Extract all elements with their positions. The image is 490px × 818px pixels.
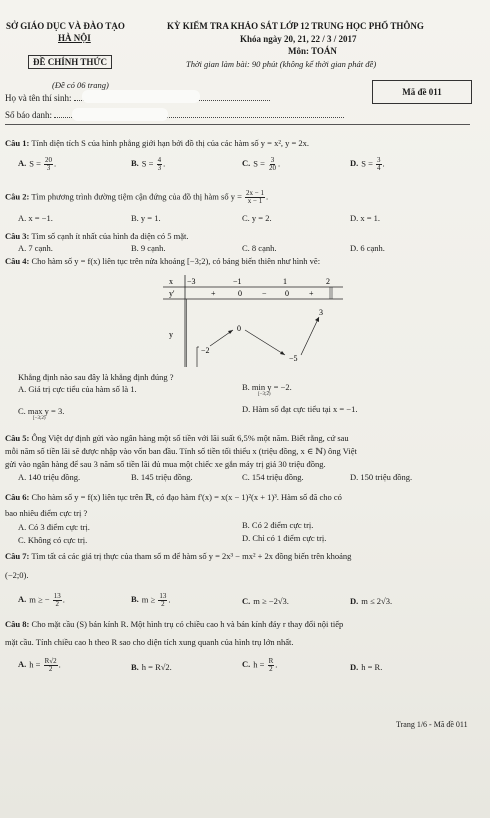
question-7: Câu 7: Tìm tất cả các giá trị thực của tham số m để hàm số y = 2x³ − mx² + 2x đồng biến trên khoảng xyxy=(5,551,352,561)
table-y-val: 0 xyxy=(237,324,241,333)
q5-option-a[interactable]: A. 140 triệu đồng. xyxy=(18,472,81,482)
official-badge: ĐỀ CHÍNH THỨC xyxy=(28,55,112,69)
question-6: Câu 6: Cho hàm số y = f(x) liên tục trên ℝ, có đạo hàm f'(x) = x(x − 1)²(x + 1)³. Hàm số đã cho có xyxy=(5,492,342,502)
exam-code-box xyxy=(372,80,472,104)
question-5-line-3: gửi vào ngân hàng để sau 3 năm số tiền lãi đủ mua một chiếc xe gắn máy trị giá 30 triệu đồng. xyxy=(5,459,326,469)
q8-option-a[interactable]: A. h = $\frac{R√2}{2}$ . xyxy=(18,657,61,673)
department-name: SỞ GIÁO DỤC VÀ ĐÀO TẠO xyxy=(6,21,125,31)
table-x-val: −3 xyxy=(187,277,196,286)
arrow-down xyxy=(245,330,285,355)
table-sign: + xyxy=(211,289,216,298)
q4-c-subscript: [−3;2) xyxy=(33,416,46,421)
q6-option-b[interactable]: B. Có 2 điểm cực trị. xyxy=(242,520,314,530)
question-2: Câu 2: Tìm phương trình đường tiệm cận đứng của đồ thị hàm số y = $\frac{2x - 1}{x - 1}$ . xyxy=(5,189,269,205)
table-sign: + xyxy=(309,289,314,298)
q3-option-a[interactable]: A. 7 cạnh. xyxy=(18,243,53,253)
candidate-id-label: Số báo danh: xyxy=(5,110,52,120)
q8-option-d[interactable]: D. h = R. xyxy=(350,662,383,672)
redaction-id xyxy=(72,108,168,121)
q4-prompt: Khẳng định nào sau đây là khẳng định đúng ? xyxy=(18,372,174,382)
q4-option-b[interactable]: B. min y = −2. xyxy=(242,382,292,392)
header-divider xyxy=(5,124,470,125)
q1-option-b[interactable]: B. S = $\frac{4}{3}$ . xyxy=(131,156,166,172)
question-3: Câu 3: Tìm số cạnh ít nhất của hình đa diện có 5 mặt. xyxy=(5,231,189,241)
q7-option-b[interactable]: B. m ≥ $\frac{13}{2}$ . xyxy=(131,592,171,608)
exam-subject: Môn: TOÁN xyxy=(288,46,337,56)
table-y-val: 3 xyxy=(319,308,323,317)
table-y-val: −2 xyxy=(201,346,210,355)
question-7-line-2: (−2;0). xyxy=(5,570,29,580)
question-1: Câu 1: Tính diện tích S của hình phẳng giới hạn bởi đồ thị của các hàm số y = x², y = 2x. xyxy=(5,138,310,148)
q3-option-d[interactable]: D. 6 cạnh. xyxy=(350,243,385,253)
q4-b-subscript: [−3;2) xyxy=(258,392,271,397)
table-x-val: −1 xyxy=(233,277,242,286)
q4-option-c[interactable]: C. max y = 3. xyxy=(18,406,65,416)
q1-option-a[interactable]: A. S = $\frac{20}{3}$ . xyxy=(18,156,57,172)
table-y-label: y xyxy=(169,330,173,339)
question-6-line-2: bao nhiêu điểm cực trị ? xyxy=(5,508,88,518)
arrow-up-2 xyxy=(301,317,319,355)
question-4: Câu 4: Cho hàm số y = f(x) liên tục trên nửa khoảng [−3;2), có bảng biến thiên như hình vẽ: xyxy=(5,256,321,266)
q6-option-c[interactable]: C. Không có cực trị. xyxy=(18,535,88,545)
q1-option-c[interactable]: C. S = $\frac{3}{20}$ . xyxy=(242,156,281,172)
exam-date: Khóa ngày 20, 21, 22 / 3 / 2017 xyxy=(240,34,357,44)
table-x-val: 1 xyxy=(283,277,287,286)
q2-option-c[interactable]: C. y = 2. xyxy=(242,213,272,223)
candidate-name-label: Họ và tên thí sinh: xyxy=(5,93,72,103)
q3-option-c[interactable]: C. 8 cạnh. xyxy=(242,243,277,253)
q5-option-c[interactable]: C. 154 triệu đồng. xyxy=(242,472,304,482)
q7-option-a[interactable]: A. m ≥ − $\frac{13}{2}$ . xyxy=(18,592,65,608)
table-x-label: x xyxy=(169,277,173,286)
q2-option-b[interactable]: B. y = 1. xyxy=(131,213,161,223)
q8-option-b[interactable]: B. h = R√2. xyxy=(131,662,172,672)
q5-option-b[interactable]: B. 145 triệu đồng. xyxy=(131,472,193,482)
candidate-id-row xyxy=(5,110,344,120)
q7-option-c[interactable]: C. m ≥ −2√3. xyxy=(242,596,289,606)
q6-option-a[interactable]: A. Có 3 điểm cực trị. xyxy=(18,522,90,532)
q7-option-d[interactable]: D. m ≤ 2√3. xyxy=(350,596,393,606)
question-5: Câu 5: Ông Việt dự định gửi vào ngân hàng một số tiền với lãi suất 6,5% một năm. Biết rằng, cứ sau xyxy=(5,433,349,443)
table-sign: 0 xyxy=(238,289,242,298)
variation-table xyxy=(163,275,343,367)
table-yprime-label: y' xyxy=(169,289,175,298)
table-sign: 0 xyxy=(285,289,289,298)
q4-option-d[interactable]: D. Hàm số đạt cực tiểu tại x = −1. xyxy=(242,404,358,414)
q5-option-d[interactable]: D. 150 triệu đồng. xyxy=(350,472,413,482)
department-city: HÀ NỘI xyxy=(58,33,91,43)
table-y-val: −5 xyxy=(289,354,298,363)
exam-title: KỲ KIỂM TRA KHẢO SÁT LỚP 12 TRUNG HỌC PHỔ THÔNG xyxy=(167,21,424,31)
question-5-line-2: mỗi năm số tiền lãi sẽ được nhập vào vốn ban đầu. Tính số tiền tối thiểu x (triệu đồng, x ∈ ℕ) ông Việt xyxy=(5,446,357,456)
question-8-line-2: mặt cầu. Tính chiều cao h theo R sao cho diện tích xung quanh của hình trụ lớn nhất. xyxy=(5,637,294,647)
exam-code: Mã đề 011 xyxy=(402,87,442,97)
question-8: Câu 8: Cho mặt cầu (S) bán kính R. Một hình trụ có chiều cao h và bán kính đáy r thay đổi nội tiếp xyxy=(5,619,344,629)
q8-option-c[interactable]: C. h = $\frac{R}{2}$ . xyxy=(242,657,278,673)
q2-option-d[interactable]: D. x = 1. xyxy=(350,213,381,223)
page-count: (Đề có 06 trang) xyxy=(52,80,109,90)
redaction-name xyxy=(82,90,200,103)
q4-option-a[interactable]: A. Giá trị cực tiểu của hàm số là 1. xyxy=(18,384,137,394)
q6-option-d[interactable]: D. Chỉ có 1 điểm cực trị. xyxy=(242,533,327,543)
exam-duration: Thời gian làm bài: 90 phút (không kể thời gian phát đề) xyxy=(186,59,377,69)
q2-option-a[interactable]: A. x = −1. xyxy=(18,213,53,223)
page-footer: Trang 1/6 - Mã đề 011 xyxy=(396,720,468,729)
q1-option-d[interactable]: D. S = $\frac{3}{4}$ . xyxy=(350,156,385,172)
q3-option-b[interactable]: B. 9 cạnh. xyxy=(131,243,166,253)
table-sign: − xyxy=(262,289,267,298)
table-x-val: 2 xyxy=(326,277,330,286)
